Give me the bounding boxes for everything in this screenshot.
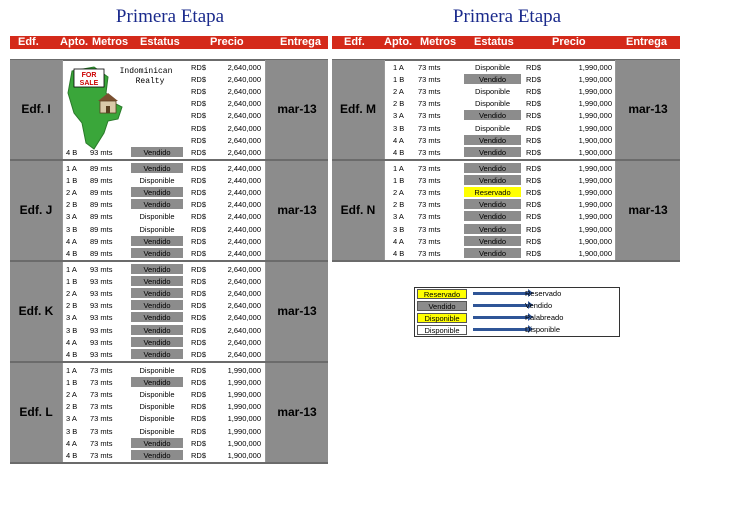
currency-cell: RD$ bbox=[191, 63, 207, 72]
price-cell: 2,640,000 bbox=[227, 265, 261, 274]
table-row bbox=[0, 389, 750, 401]
currency-cell: RD$ bbox=[191, 224, 207, 234]
currency-cell: RD$ bbox=[526, 99, 542, 109]
status-badge: Disponible bbox=[131, 175, 183, 185]
table-row bbox=[0, 337, 750, 349]
apto-cell: 4 B bbox=[66, 248, 78, 258]
header-apto: Apto. bbox=[384, 36, 413, 48]
metros-cell: 73 mts bbox=[418, 63, 441, 72]
metros-cell: 73 mts bbox=[418, 111, 441, 121]
apto-cell: 1 B bbox=[66, 176, 78, 186]
apto-cell: 1 B bbox=[66, 378, 78, 388]
currency-cell: RD$ bbox=[191, 378, 207, 388]
apto-cell: 4 B bbox=[393, 147, 405, 157]
table-row bbox=[0, 236, 750, 248]
legend-swatch: Disponible bbox=[417, 325, 467, 335]
apto-cell: 3 A bbox=[393, 111, 404, 121]
currency-cell: RD$ bbox=[526, 188, 542, 198]
apto-cell: 3 A bbox=[66, 313, 77, 323]
currency-cell: RD$ bbox=[526, 224, 542, 234]
status-badge: Vendido bbox=[131, 147, 183, 157]
apto-cell: 1 A bbox=[66, 366, 77, 375]
metros-cell: 93 mts bbox=[90, 301, 113, 311]
table-row bbox=[0, 349, 750, 361]
table-row bbox=[0, 211, 750, 223]
metros-cell: 73 mts bbox=[418, 75, 441, 85]
metros-cell: 93 mts bbox=[90, 313, 113, 323]
metros-cell: 73 mts bbox=[418, 224, 441, 234]
price-cell: 1,990,000 bbox=[578, 111, 612, 121]
entrega-date: mar-13 bbox=[277, 102, 317, 117]
apto-cell: 4 A bbox=[393, 236, 404, 246]
price-cell: 2,640,000 bbox=[227, 63, 261, 72]
apto-cell: 2 A bbox=[393, 87, 404, 97]
status-badge: Disponible bbox=[464, 62, 521, 72]
currency-cell: RD$ bbox=[526, 123, 542, 133]
metros-cell: 73 mts bbox=[90, 378, 113, 388]
status-badge: Vendido bbox=[131, 377, 183, 387]
metros-cell: 93 mts bbox=[90, 147, 113, 157]
metros-cell: 73 mts bbox=[418, 147, 441, 157]
currency-cell: RD$ bbox=[191, 248, 207, 258]
metros-cell: 93 mts bbox=[90, 337, 113, 347]
apto-cell: 2 B bbox=[393, 200, 405, 210]
building-name: Edf. J bbox=[19, 203, 53, 218]
table-row bbox=[0, 413, 750, 425]
table-row bbox=[0, 401, 750, 413]
currency-cell: RD$ bbox=[191, 111, 207, 121]
price-cell: 2,640,000 bbox=[227, 135, 261, 145]
currency-cell: RD$ bbox=[191, 176, 207, 186]
currency-cell: RD$ bbox=[191, 325, 207, 335]
status-badge: Vendido bbox=[131, 187, 183, 197]
status-badge: Vendido bbox=[464, 74, 521, 84]
table-row bbox=[0, 365, 750, 377]
building-name: Edf. N bbox=[340, 203, 376, 218]
status-badge: Vendido bbox=[464, 211, 521, 221]
currency-cell: RD$ bbox=[191, 414, 207, 424]
currency-cell: RD$ bbox=[191, 349, 207, 359]
price-cell: 1,990,000 bbox=[227, 414, 261, 424]
apto-cell: 3 B bbox=[393, 123, 405, 133]
metros-cell: 73 mts bbox=[418, 123, 441, 133]
status-badge: Vendido bbox=[464, 236, 521, 246]
status-badge: Vendido bbox=[464, 147, 521, 157]
legend-swatch: Reservado bbox=[417, 289, 467, 299]
price-cell: 2,440,000 bbox=[227, 188, 261, 198]
metros-cell: 73 mts bbox=[418, 164, 441, 173]
building-name: Edf. L bbox=[19, 405, 53, 420]
currency-cell: RD$ bbox=[526, 87, 542, 97]
status-badge: Vendido bbox=[464, 248, 521, 258]
metros-cell: 93 mts bbox=[90, 325, 113, 335]
metros-cell: 89 mts bbox=[90, 188, 113, 198]
status-badge: Vendido bbox=[131, 248, 183, 258]
currency-cell: RD$ bbox=[191, 200, 207, 210]
apto-cell: 1 B bbox=[393, 176, 405, 186]
price-cell: 2,640,000 bbox=[227, 111, 261, 121]
price-cell: 1,900,000 bbox=[578, 135, 612, 145]
price-cell: 2,440,000 bbox=[227, 212, 261, 222]
svg-text:Realty: Realty bbox=[135, 77, 165, 86]
apto-cell: 3 B bbox=[66, 224, 78, 234]
status-badge: Vendido bbox=[131, 438, 183, 448]
price-cell: 2,440,000 bbox=[227, 224, 261, 234]
metros-cell: 73 mts bbox=[418, 99, 441, 109]
currency-cell: RD$ bbox=[526, 176, 542, 186]
status-badge: Vendido bbox=[131, 199, 183, 209]
currency-cell: RD$ bbox=[191, 87, 207, 97]
company-logo bbox=[64, 63, 184, 151]
price-cell: 2,440,000 bbox=[227, 164, 261, 173]
metros-cell: 73 mts bbox=[90, 402, 113, 412]
apto-cell: 4 A bbox=[393, 135, 404, 145]
price-cell: 2,440,000 bbox=[227, 200, 261, 210]
metros-cell: 73 mts bbox=[418, 236, 441, 246]
price-cell: 2,640,000 bbox=[227, 289, 261, 299]
arrow-icon bbox=[473, 316, 529, 319]
legend-row bbox=[415, 288, 619, 300]
status-badge: Disponible bbox=[131, 365, 183, 375]
table-row bbox=[0, 199, 750, 211]
currency-cell: RD$ bbox=[526, 200, 542, 210]
status-badge: Disponible bbox=[464, 123, 521, 133]
svg-text:FOR: FOR bbox=[81, 72, 97, 79]
svg-text:Indominican: Indominican bbox=[119, 67, 173, 76]
legend-row bbox=[415, 324, 619, 336]
status-badge: Vendido bbox=[131, 337, 183, 347]
currency-cell: RD$ bbox=[191, 147, 207, 157]
price-cell: 2,440,000 bbox=[227, 248, 261, 258]
metros-cell: 73 mts bbox=[418, 135, 441, 145]
price-cell: 1,990,000 bbox=[578, 99, 612, 109]
left-header-bar bbox=[10, 36, 328, 49]
status-badge: Disponible bbox=[131, 426, 183, 436]
status-badge: Disponible bbox=[464, 86, 521, 96]
apto-cell: 4 B bbox=[66, 450, 78, 460]
apto-cell: 1 A bbox=[393, 164, 404, 173]
status-badge: Vendido bbox=[131, 312, 183, 322]
building-separator bbox=[10, 462, 328, 464]
status-badge: Disponible bbox=[131, 401, 183, 411]
table-row bbox=[0, 248, 750, 260]
apto-cell: 4 A bbox=[66, 236, 77, 246]
metros-cell: 73 mts bbox=[90, 438, 113, 448]
status-badge: Vendido bbox=[131, 236, 183, 246]
header-metros: Metros bbox=[92, 36, 129, 48]
price-cell: 2,640,000 bbox=[227, 123, 261, 133]
metros-cell: 73 mts bbox=[90, 390, 113, 400]
table-row bbox=[0, 325, 750, 337]
currency-cell: RD$ bbox=[191, 99, 207, 109]
table-row bbox=[0, 264, 750, 276]
header-estatus: Estatus bbox=[140, 36, 180, 48]
price-cell: 1,900,000 bbox=[227, 450, 261, 460]
table-row bbox=[0, 426, 750, 438]
table-row bbox=[0, 438, 750, 450]
metros-cell: 89 mts bbox=[90, 200, 113, 210]
currency-cell: RD$ bbox=[526, 135, 542, 145]
status-legend bbox=[414, 287, 620, 337]
arrow-icon bbox=[473, 304, 529, 307]
apto-cell: 4 B bbox=[393, 248, 405, 258]
status-badge: Vendido bbox=[131, 450, 183, 460]
table-row bbox=[0, 312, 750, 324]
status-badge: Vendido bbox=[131, 325, 183, 335]
currency-cell: RD$ bbox=[191, 277, 207, 287]
currency-cell: RD$ bbox=[191, 164, 207, 173]
price-cell: 1,990,000 bbox=[227, 390, 261, 400]
price-cell: 2,640,000 bbox=[227, 301, 261, 311]
apto-cell: 3 A bbox=[393, 212, 404, 222]
currency-cell: RD$ bbox=[191, 450, 207, 460]
building-separator bbox=[332, 260, 680, 262]
apto-cell: 2 B bbox=[66, 200, 78, 210]
legend-label: Vendido bbox=[525, 301, 553, 310]
apto-cell: 2 B bbox=[393, 99, 405, 109]
table-row bbox=[0, 377, 750, 389]
currency-cell: RD$ bbox=[191, 313, 207, 323]
map-illustration bbox=[64, 63, 184, 151]
price-cell: 1,990,000 bbox=[578, 224, 612, 234]
apto-cell: 4 B bbox=[66, 147, 78, 157]
table-row bbox=[0, 187, 750, 199]
price-cell: 2,640,000 bbox=[227, 87, 261, 97]
metros-cell: 73 mts bbox=[418, 87, 441, 97]
currency-cell: RD$ bbox=[191, 75, 207, 85]
apto-cell: 4 A bbox=[66, 438, 77, 448]
header-entrega: Entrega bbox=[280, 36, 321, 48]
price-cell: 1,990,000 bbox=[578, 63, 612, 72]
currency-cell: RD$ bbox=[526, 63, 542, 72]
entrega-date: mar-13 bbox=[277, 304, 317, 319]
status-badge: Vendido bbox=[131, 349, 183, 359]
status-badge: Disponible bbox=[131, 413, 183, 423]
apto-cell: 2 A bbox=[66, 188, 77, 198]
table-row bbox=[0, 175, 750, 187]
building-name: Edf. M bbox=[340, 102, 376, 117]
price-cell: 1,990,000 bbox=[578, 164, 612, 173]
legend-swatch: Vendido bbox=[417, 301, 467, 311]
metros-cell: 73 mts bbox=[418, 248, 441, 258]
price-cell: 2,440,000 bbox=[227, 236, 261, 246]
legend-swatch: Disponible bbox=[417, 313, 467, 323]
price-cell: 1,900,000 bbox=[578, 236, 612, 246]
status-badge: Vendido bbox=[464, 224, 521, 234]
price-cell: 2,640,000 bbox=[227, 325, 261, 335]
metros-cell: 93 mts bbox=[90, 265, 113, 274]
price-cell: 1,990,000 bbox=[578, 123, 612, 133]
status-badge: Disponible bbox=[464, 98, 521, 108]
legend-label: Palabreado bbox=[525, 313, 564, 322]
apto-cell: 2 B bbox=[66, 402, 78, 412]
table-row bbox=[0, 224, 750, 236]
price-cell: 2,640,000 bbox=[227, 337, 261, 347]
entrega-date: mar-13 bbox=[628, 203, 668, 218]
status-badge: Disponible bbox=[131, 389, 183, 399]
currency-cell: RD$ bbox=[526, 212, 542, 222]
metros-cell: 73 mts bbox=[90, 414, 113, 424]
legend-row bbox=[415, 300, 619, 312]
currency-cell: RD$ bbox=[191, 135, 207, 145]
arrow-icon bbox=[473, 292, 529, 295]
currency-cell: RD$ bbox=[191, 426, 207, 436]
status-badge: Vendido bbox=[464, 199, 521, 209]
currency-cell: RD$ bbox=[526, 164, 542, 173]
price-cell: 1,990,000 bbox=[578, 87, 612, 97]
price-cell: 1,900,000 bbox=[578, 147, 612, 157]
currency-cell: RD$ bbox=[191, 337, 207, 347]
status-badge: Vendido bbox=[131, 288, 183, 298]
price-cell: 1,990,000 bbox=[227, 426, 261, 436]
price-cell: 1,990,000 bbox=[578, 212, 612, 222]
metros-cell: 93 mts bbox=[90, 277, 113, 287]
header-precio: Precio bbox=[552, 36, 586, 48]
header-precio: Precio bbox=[210, 36, 244, 48]
status-badge: Vendido bbox=[131, 276, 183, 286]
currency-cell: RD$ bbox=[191, 402, 207, 412]
metros-cell: 73 mts bbox=[418, 176, 441, 186]
price-cell: 2,640,000 bbox=[227, 349, 261, 359]
currency-cell: RD$ bbox=[526, 236, 542, 246]
status-badge: Disponible bbox=[131, 224, 183, 234]
apto-cell: 1 A bbox=[393, 63, 404, 72]
right-header-bar bbox=[332, 36, 680, 49]
price-cell: 1,990,000 bbox=[227, 366, 261, 375]
apto-cell: 3 B bbox=[393, 224, 405, 234]
apto-cell: 3 B bbox=[66, 325, 78, 335]
price-cell: 2,640,000 bbox=[227, 277, 261, 287]
metros-cell: 73 mts bbox=[418, 212, 441, 222]
status-badge: Vendido bbox=[464, 110, 521, 120]
left-title: Primera Etapa bbox=[115, 6, 225, 27]
apto-cell: 2 A bbox=[66, 390, 77, 400]
table-row bbox=[0, 450, 750, 462]
currency-cell: RD$ bbox=[526, 75, 542, 85]
currency-cell: RD$ bbox=[191, 123, 207, 133]
legend-row bbox=[415, 312, 619, 324]
currency-cell: RD$ bbox=[191, 188, 207, 198]
entrega-date: mar-13 bbox=[277, 203, 317, 218]
metros-cell: 73 mts bbox=[90, 450, 113, 460]
currency-cell: RD$ bbox=[191, 212, 207, 222]
status-badge: Reservado bbox=[464, 187, 521, 197]
price-cell: 1,990,000 bbox=[578, 75, 612, 85]
price-cell: 1,990,000 bbox=[578, 188, 612, 198]
entrega-date: mar-13 bbox=[277, 405, 317, 420]
right-title: Primera Etapa bbox=[452, 6, 562, 27]
status-badge: Vendido bbox=[131, 264, 183, 274]
status-badge: Vendido bbox=[464, 135, 521, 145]
price-cell: 1,990,000 bbox=[227, 378, 261, 388]
table-row bbox=[0, 163, 750, 175]
price-cell: 1,990,000 bbox=[227, 402, 261, 412]
metros-cell: 89 mts bbox=[90, 176, 113, 186]
apto-cell: 1 B bbox=[393, 75, 405, 85]
price-cell: 1,900,000 bbox=[227, 438, 261, 448]
apto-cell: 1 B bbox=[66, 277, 78, 287]
table-row bbox=[0, 300, 750, 312]
metros-cell: 93 mts bbox=[90, 349, 113, 359]
currency-cell: RD$ bbox=[526, 248, 542, 258]
currency-cell: RD$ bbox=[526, 111, 542, 121]
metros-cell: 89 mts bbox=[90, 212, 113, 222]
currency-cell: RD$ bbox=[191, 236, 207, 246]
building-name: Edf. K bbox=[18, 304, 54, 319]
header-estatus: Estatus bbox=[474, 36, 514, 48]
currency-cell: RD$ bbox=[191, 301, 207, 311]
metros-cell: 73 mts bbox=[90, 366, 113, 375]
status-badge: Disponible bbox=[131, 211, 183, 221]
arrow-icon bbox=[473, 328, 529, 331]
header-edf: Edf. bbox=[18, 36, 39, 48]
header-metros: Metros bbox=[420, 36, 457, 48]
currency-cell: RD$ bbox=[191, 265, 207, 274]
apto-cell: 3 A bbox=[66, 212, 77, 222]
metros-cell: 89 mts bbox=[90, 248, 113, 258]
status-badge: Vendido bbox=[464, 163, 521, 173]
currency-cell: RD$ bbox=[191, 366, 207, 375]
header-apto: Apto. bbox=[60, 36, 89, 48]
metros-cell: 89 mts bbox=[90, 164, 113, 173]
price-cell: 1,900,000 bbox=[578, 248, 612, 258]
apto-cell: 3 A bbox=[66, 414, 77, 424]
price-cell: 2,640,000 bbox=[227, 313, 261, 323]
apto-cell: 2 A bbox=[393, 188, 404, 198]
table-row bbox=[0, 288, 750, 300]
apto-cell: 2 A bbox=[66, 289, 77, 299]
currency-cell: RD$ bbox=[191, 438, 207, 448]
price-cell: 1,990,000 bbox=[578, 176, 612, 186]
price-cell: 2,640,000 bbox=[227, 147, 261, 157]
metros-cell: 73 mts bbox=[90, 426, 113, 436]
currency-cell: RD$ bbox=[191, 390, 207, 400]
price-cell: 2,640,000 bbox=[227, 99, 261, 109]
apto-cell: 4 A bbox=[66, 337, 77, 347]
apto-cell: 4 B bbox=[66, 349, 78, 359]
status-badge: Vendido bbox=[464, 175, 521, 185]
apto-cell: 1 A bbox=[66, 164, 77, 173]
metros-cell: 93 mts bbox=[90, 289, 113, 299]
table-row bbox=[0, 276, 750, 288]
price-cell: 1,990,000 bbox=[578, 200, 612, 210]
status-badge: Vendido bbox=[131, 163, 183, 173]
svg-text:SALE: SALE bbox=[79, 80, 99, 87]
header-edf: Edf. bbox=[344, 36, 365, 48]
apto-cell: 2 B bbox=[66, 301, 78, 311]
header-entrega: Entrega bbox=[626, 36, 667, 48]
price-cell: 2,440,000 bbox=[227, 176, 261, 186]
legend-label: Disponible bbox=[525, 325, 561, 334]
entrega-date: mar-13 bbox=[628, 102, 668, 117]
metros-cell: 89 mts bbox=[90, 224, 113, 234]
currency-cell: RD$ bbox=[191, 289, 207, 299]
apto-cell: 1 A bbox=[66, 265, 77, 274]
status-badge: Vendido bbox=[131, 300, 183, 310]
apto-cell: 3 B bbox=[66, 426, 78, 436]
metros-cell: 73 mts bbox=[418, 188, 441, 198]
metros-cell: 73 mts bbox=[418, 200, 441, 210]
building-name: Edf. I bbox=[21, 102, 51, 117]
currency-cell: RD$ bbox=[526, 147, 542, 157]
price-cell: 2,640,000 bbox=[227, 75, 261, 85]
metros-cell: 89 mts bbox=[90, 236, 113, 246]
legend-label: Reservado bbox=[525, 289, 562, 298]
